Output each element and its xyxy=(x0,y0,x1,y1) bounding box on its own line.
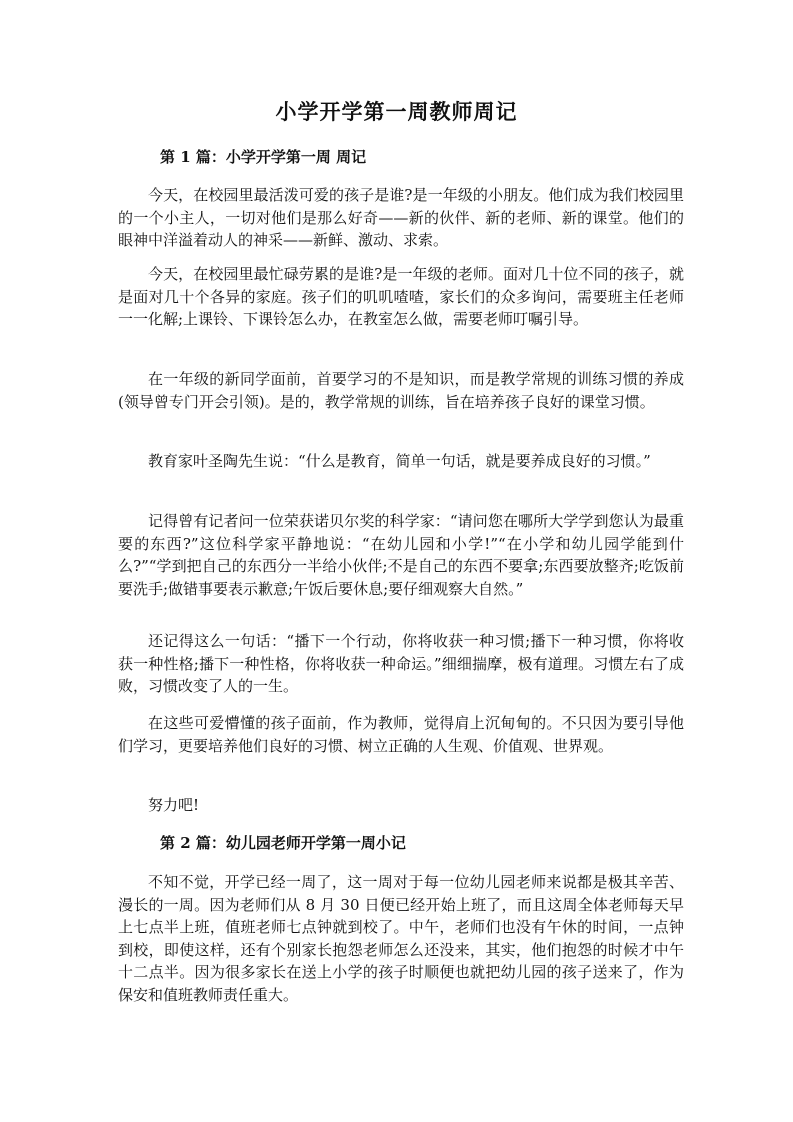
paragraph: 今天，在校园里最活泼可爱的孩子是谁?是一年级的小朋友。他们成为我们校园里的一个小主人，一切对他们是那么好奇——新的伙伴、新的老师、新的课堂。他们的眼神中洋溢着动人的神采——新鲜、激动、求索。 xyxy=(118,186,684,249)
section-heading-2: 第 2 篇：幼儿园老师开学第一周小记 xyxy=(160,834,406,852)
paragraph: 努力吧! xyxy=(148,796,200,814)
document-title: 小学开学第一周教师周记 xyxy=(275,99,518,124)
paragraph: 教育家叶圣陶先生说：“什么是教育，简单一句话，就是要养成良好的习惯。” xyxy=(148,452,651,470)
paragraph: 不知不觉，开学已经一周了，这一周对于每一位幼儿园老师来说都是极其辛苦、漫长的一周。因为老师们从 8 月 30 日便已经开始上班了，而且这周全体老师每天早上七点半上班，值班老师七点钟就到校了。中午，老师们也没有午休的时间，一点钟到校，即使这样，还有个别家长抱怨老师怎么还没来，其实，他们抱怨的时候才中午十二点半。因为很多家长在送上小学的孩子时顺便也就把幼儿园的孩子送来了，作为保安和值班教师责任重大。 xyxy=(118,873,684,1004)
section-heading-1: 第 1 篇：小学开学第一周 周记 xyxy=(160,148,367,166)
paragraph: 还记得这么一句话：“播下一个行动，你将收获一种习惯;播下一种习惯，你将收获一种性格;播下一种性格，你将收获一种命运。”细细揣摩，极有道理。习惯左右了成败，习惯改变了人的一生。 xyxy=(118,632,684,695)
paragraph: 在一年级的新同学面前，首要学习的不是知识，而是教学常规的训练习惯的养成(领导曾专门开会引领)。是的，教学常规的训练，旨在培养孩子良好的课堂习惯。 xyxy=(118,370,684,411)
paragraph: 记得曾有记者问一位荣获诺贝尔奖的科学家：“请问您在哪所大学学到您认为最重要的东西?”这位科学家平静地说：“在幼儿园和小学!”“在小学和幼儿园学能到什么?”“学到把自己的东西分一半给小伙伴;不是自己的东西不要拿;东西要放整齐;吃饭前要洗手;做错事要表示歉意;午饭后要休息;要仔细观察大自然。” xyxy=(118,512,684,598)
paragraph: 今天，在校园里最忙碌劳累的是谁?是一年级的老师。面对几十位不同的孩子，就是面对几十个各异的家庭。孩子们的叽叽喳喳，家长们的众多询问，需要班主任老师一一化解;上课铃、下课铃怎么办，在教室怎么做，需要老师叮嘱引导。 xyxy=(118,265,684,328)
paragraph: 在这些可爱懵懂的孩子面前，作为教师，觉得肩上沉甸甸的。不只因为要引导他们学习，更要培养他们良好的习惯、树立正确的人生观、价值观、世界观。 xyxy=(118,714,684,755)
